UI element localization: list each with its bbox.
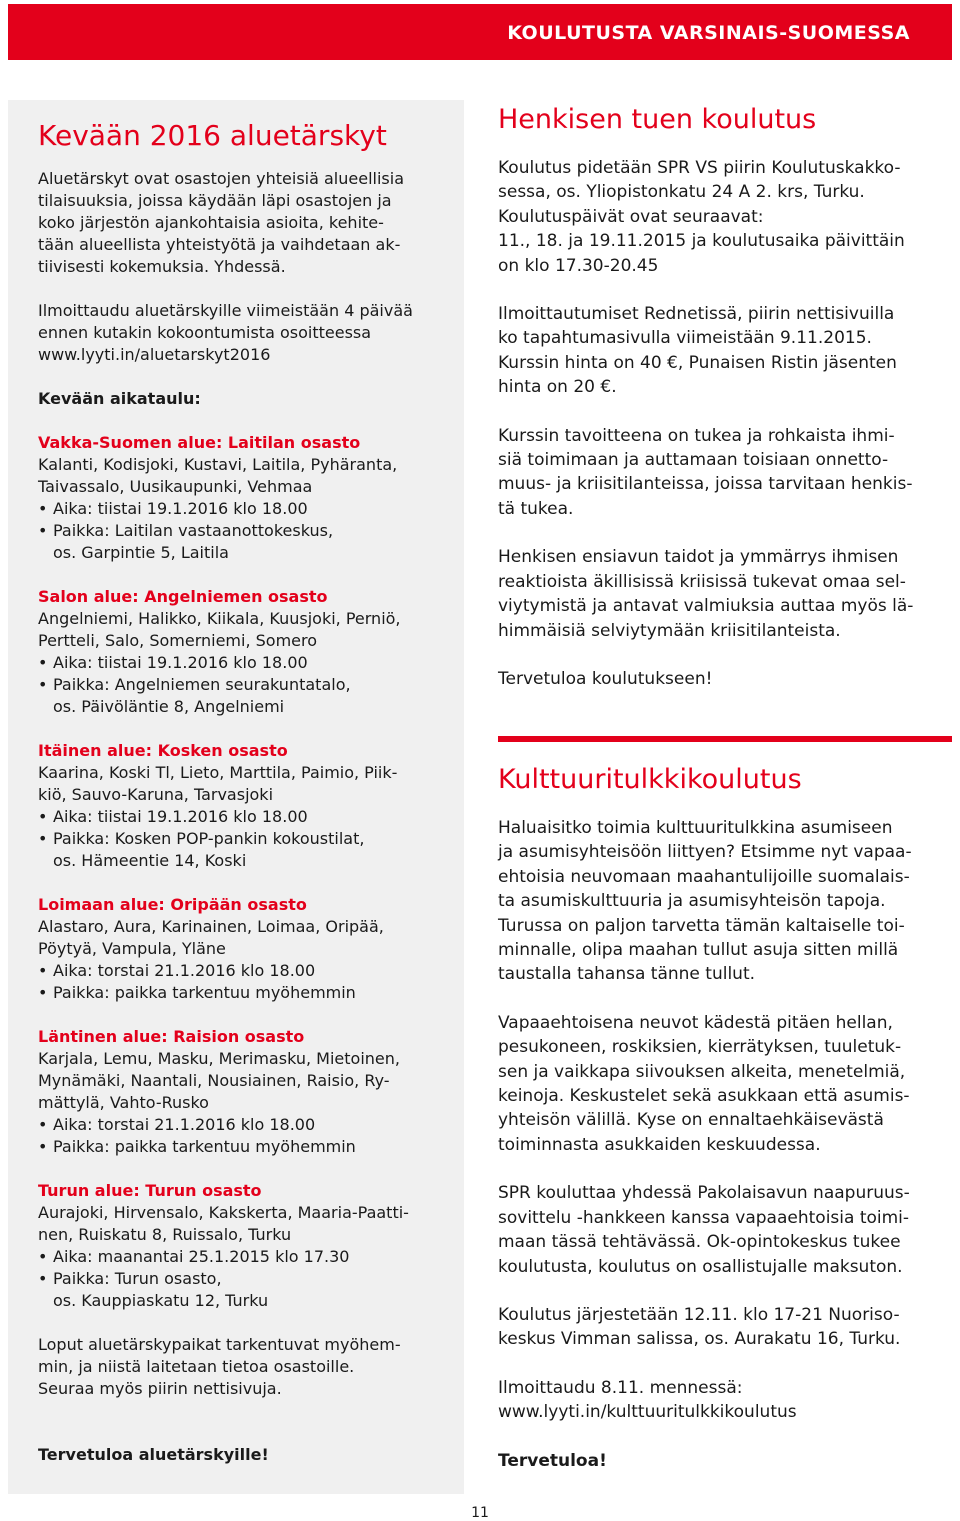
henkisen-tuen-p2: Ilmoittautumiset Rednetissä, piirin nettisivuilla ko tapahtumasivulla viimeistään 9.11.2015. Kurssin hinta on 40 €, Punaisen Ristin jäsenten hinta on 20 €. [498,304,897,398]
area-place: • Paikka: Kosken POP-pankin kokoustilat, os. Hämeentie 14, Koski [38,828,442,872]
kulttuuritulkki-p2: Vapaaehtoisena neuvot kädestä pitäen hellan, pesukoneen, roskiksien, kierrätyksen, tuuletuk- sen ja vaikkapa siivouksen alkeita, menetelmiä, keinoja. Keskustelet sekä asukkaan että asumis- yhteisön välillä. Kyse on ennaltaehkäisevästä toiminnasta asukkaiden keskuudessa. [498,1012,910,1155]
henkisen-tuen-p5: Tervetuloa koulutukseen! [498,668,713,689]
section-divider [498,736,952,742]
area-title: Loimaan alue: Oripään osasto [38,895,307,914]
schedule-title: Kevään aikataulu: [38,389,201,408]
kulttuuritulkki-p3: SPR kouluttaa yhdessä Pakolaisavun naapuruus- sovittelu -hankkeen kanssa vapaaehtoisia toimi- maan tässä tehtävässä. Ok-opintokeskus tukee koulutusta, koulutus on osallistujalle maksuton. [498,1183,910,1277]
area-details [38,1246,442,1312]
kulttuuritulkki-p1: Haluaisitko toimia kulttuuritulkkina asumiseen ja asumisyhteisöön liittyen? Etsimme nyt vapaa- ehtoisia neuvomaan maahantulijoille suomalais- ta asumiskulttuuria ja asumisyhteisön tapoja. Turussa on paljon tarvetta tämän kaltaiselle toi- minnalle, olipa maahan tullut asuja sitten millä taustalla tahansa tänne tullut. [498,818,912,985]
area-details [38,498,442,564]
area-title: Läntinen alue: Raision osasto [38,1027,305,1046]
aluetarskyt-signup: Ilmoittaudu aluetärskyille viimeistään 4 päivää ennen kutakin kokoontumista osoitteessa www.lyyti.in/aluetarskyt2016 [38,301,413,364]
area-block [38,586,442,718]
henkisen-tuen-p1: Koulutus pidetään SPR VS piirin Koulutuskakko- sessa, os. Yliopistonkatu 24 A 2. krs, Turku. Koulutuspäivät ovat seuraavat: 11., 18. ja 19.11.2015 ja koulutusaika päivittäin on klo 17.30-20.45 [498,158,905,276]
area-time: • Aika: tiistai 19.1.2016 klo 18.00 [38,652,442,674]
area-title: Vakka-Suomen alue: Laitilan osasto [38,433,361,452]
area-list [38,432,442,1312]
henkisen-tuen-p3: Kurssin tavoitteena on tukea ja rohkaista ihmi- siä toimimaan ja auttamaan toisiaan onnetto- muus- ja kriisitilanteissa, joissa tarvitaan henkis- tä tukea. [498,425,913,519]
area-time: • Aika: maanantai 25.1.2015 klo 17.30 [38,1246,442,1268]
area-towns: Kalanti, Kodisjoki, Kustavi, Laitila, Pyhäranta, Taivassalo, Uusikaupunki, Vehmaa [38,455,398,496]
area-title: Itäinen alue: Kosken osasto [38,741,288,760]
aluetarskyt-intro: Aluetärskyt ovat osastojen yhteisiä alueellisia tilaisuuksia, joissa käydään läpi osastojen ja koko järjestön ajankohtaisia asioita, kehite- tään alueellista yhteistyötä ja vaihdetaan ak- tiivisesti kokemuksia. Yhdessä. [38,169,404,276]
area-block [38,1026,442,1158]
area-place: • Paikka: paikka tarkentuu myöhemmin [38,1136,442,1158]
area-title: Salon alue: Angelniemen osasto [38,587,328,606]
area-place: • Paikka: Turun osasto, os. Kauppiaskatu 12, Turku [38,1268,442,1312]
aluetarskyt-content [38,116,442,1488]
page-number: 11 [471,1505,489,1521]
area-towns: Kaarina, Koski Tl, Lieto, Marttila, Paimio, Piik- kiö, Sauvo-Karuna, Tarvasjoki [38,763,398,804]
area-towns: Karjala, Lemu, Masku, Merimasku, Mietoinen, Mynämäki, Naantali, Nousiainen, Raisio, Ry- mättylä, Vahto-Rusko [38,1049,400,1112]
kulttuuritulkki-section [498,760,950,1497]
area-details [38,960,442,1004]
area-block [38,894,442,1004]
aluetarskyt-panel [8,100,464,1494]
area-block [38,740,442,872]
area-towns: Aurajoki, Hirvensalo, Kakskerta, Maaria-Paatti- nen, Ruiskatu 8, Ruissalo, Turku [38,1203,409,1244]
henkisen-tuen-title: Henkisen tuen koulutus [498,104,817,135]
area-place: • Paikka: Laitilan vastaanottokeskus, os. Garpintie 5, Laitila [38,520,442,564]
area-block [38,432,442,564]
area-place: • Paikka: Angelniemen seurakuntatalo, os. Päivöläntie 8, Angelniemi [38,674,442,718]
aluetarskyt-closing: Loput aluetärskypaikat tarkentuvat myöhem- min, ja niistä laitetaan tietoa osastoille. Seuraa myös piirin nettisivuja. [38,1335,401,1398]
area-towns: Angelniemi, Halikko, Kiikala, Kuusjoki, Perniö, Pertteli, Salo, Somerniemi, Somero [38,609,401,650]
area-time: • Aika: tiistai 19.1.2016 klo 18.00 [38,498,442,520]
area-place: • Paikka: paikka tarkentuu myöhemmin [38,982,442,1004]
kulttuuritulkki-title: Kulttuuritulkkikoulutus [498,764,802,795]
area-time: • Aika: torstai 21.1.2016 klo 18.00 [38,1114,442,1136]
kulttuuritulkki-p5: Ilmoittaudu 8.11. mennessä: www.lyyti.in/kulttuuritulkkikoulutus [498,1377,797,1423]
area-towns: Alastaro, Aura, Karinainen, Loimaa, Oripää, Pöytyä, Vampula, Yläne [38,917,384,958]
area-time: • Aika: torstai 21.1.2016 klo 18.00 [38,960,442,982]
banner-title: KOULUTUSTA VARSINAIS-SUOMESSA [507,22,910,44]
henkisen-tuen-section [498,100,950,715]
area-details [38,806,442,872]
area-details [38,652,442,718]
kulttuuritulkki-p6: Tervetuloa! [498,1450,607,1471]
area-details [38,1114,442,1158]
area-title: Turun alue: Turun osasto [38,1181,262,1200]
kulttuuritulkki-p4: Koulutus järjestetään 12.11. klo 17-21 Nuoriso- keskus Vimman salissa, os. Aurakatu 16, Turku. [498,1304,901,1350]
header-banner [8,4,952,60]
aluetarskyt-title: Kevään 2016 aluetärskyt [38,119,387,152]
henkisen-tuen-p4: Henkisen ensiavun taidot ja ymmärrys ihmisen reaktioista äkillisissä kriisissä tukevat omaa sel- viytymistä ja antavat valmiuksia auttaa myös lä- himmäisiä selviytymään kriisitilanteista. [498,547,914,641]
area-block [38,1180,442,1312]
area-time: • Aika: tiistai 19.1.2016 klo 18.00 [38,806,442,828]
aluetarskyt-welcome: Tervetuloa aluetärskyille! [38,1445,269,1464]
